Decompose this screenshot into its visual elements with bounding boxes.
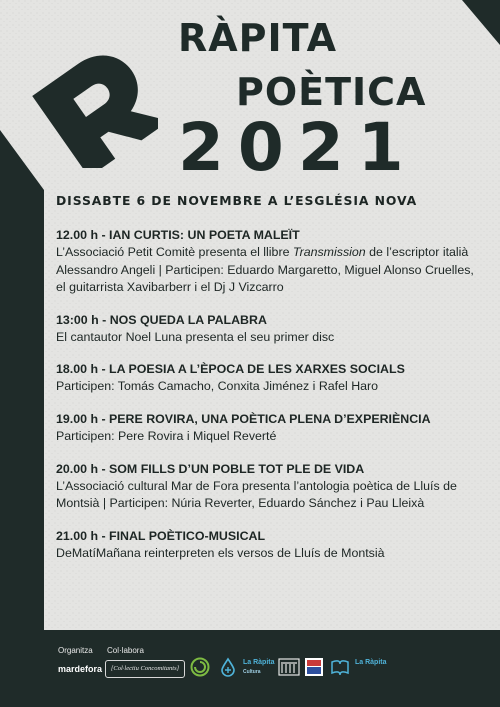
book-title: Transmission	[292, 245, 366, 259]
la-rapita-cultura-logo: La Ràpita	[243, 659, 275, 666]
program-item	[56, 528, 476, 563]
la-rapita-biblioteca-logo: La Ràpita	[355, 659, 387, 666]
program-item	[56, 461, 476, 513]
culture-drop-icon	[218, 657, 238, 677]
library-book-icon	[330, 657, 350, 677]
institution-building-icon	[278, 657, 300, 677]
rp-logo-mark	[30, 40, 158, 168]
title-line-rapita: RÀPITA	[178, 16, 338, 60]
program-item	[56, 312, 476, 347]
event-date-location: DISSABTE 6 DE NOVEMBRE A L’ESGLÉSIA NOVA	[56, 193, 418, 208]
program-item-description: Participen: Tomás Camacho, Conxita Jiménez i Rafel Haro	[56, 379, 379, 394]
program-item-heading: 13:00 h - NOS QUEDA LA PALABRA	[56, 312, 267, 327]
title-line-poetica: POÈTICA	[236, 70, 427, 114]
green-spiral-icon	[190, 657, 210, 677]
program-item-heading: 20.00 h - SOM FILLS D’UN POBLE TOT PLE DE VIDA	[56, 461, 365, 476]
description-text: L’Associació Petit Comitè presenta el llibre	[56, 245, 293, 259]
program-item-description: Participen: Pere Rovira i Miquel Reverté	[56, 428, 277, 443]
description-text: de l’escriptor italià Alessandro Angeli | Participen: Eduardo Margaretto, Miguel Alonso Cruelles, el guitarrista Xavibarberr i el Dj J Vizcarro	[56, 245, 474, 295]
program-item	[56, 361, 476, 396]
program-item-description: El cantautor Noel Luna presenta el seu primer disc	[56, 329, 335, 344]
diputacio-shield-icon	[304, 657, 324, 677]
program-item-description: DeMatíMañana reinterpreten els versos de Lluís de Montsià	[56, 545, 385, 560]
cultura-subtext: Cultura	[243, 669, 261, 675]
organizer-label: Organitza	[58, 646, 93, 655]
program-item-heading: 21.00 h - FINAL POÈTICO-MUSICAL	[56, 528, 266, 543]
sponsors-footer	[0, 642, 500, 707]
title-year: 2021	[178, 109, 418, 186]
program-item	[56, 227, 476, 297]
collaborator-label: Col·labora	[107, 646, 144, 655]
program-item-description: L’Associació cultural Mar de Fora presenta l’antologia poètica de Lluís de Montsià | Participen: Núria Reverter, Eduardo Sánchez i Pau Lleixà	[56, 478, 457, 511]
program-item-description	[56, 244, 476, 297]
program-item-heading: 18.00 h - LA POESIA A L’ÈPOCA DE LES XARXES SOCIALS	[56, 362, 405, 377]
mardefora-logo: mardefora	[58, 664, 103, 674]
program-item-heading: 12.00 h - IAN CURTIS: UN POETA MALEÏT	[56, 228, 300, 242]
colectiu-concomitants-logo: [Col·lectiu Concomitants]	[105, 660, 185, 678]
program-item	[56, 411, 476, 446]
program-item-heading: 19.00 h - PERE ROVIRA, UNA POÈTICA PLENA D’EXPERIÈNCIA	[56, 411, 431, 426]
program-list	[56, 227, 476, 577]
